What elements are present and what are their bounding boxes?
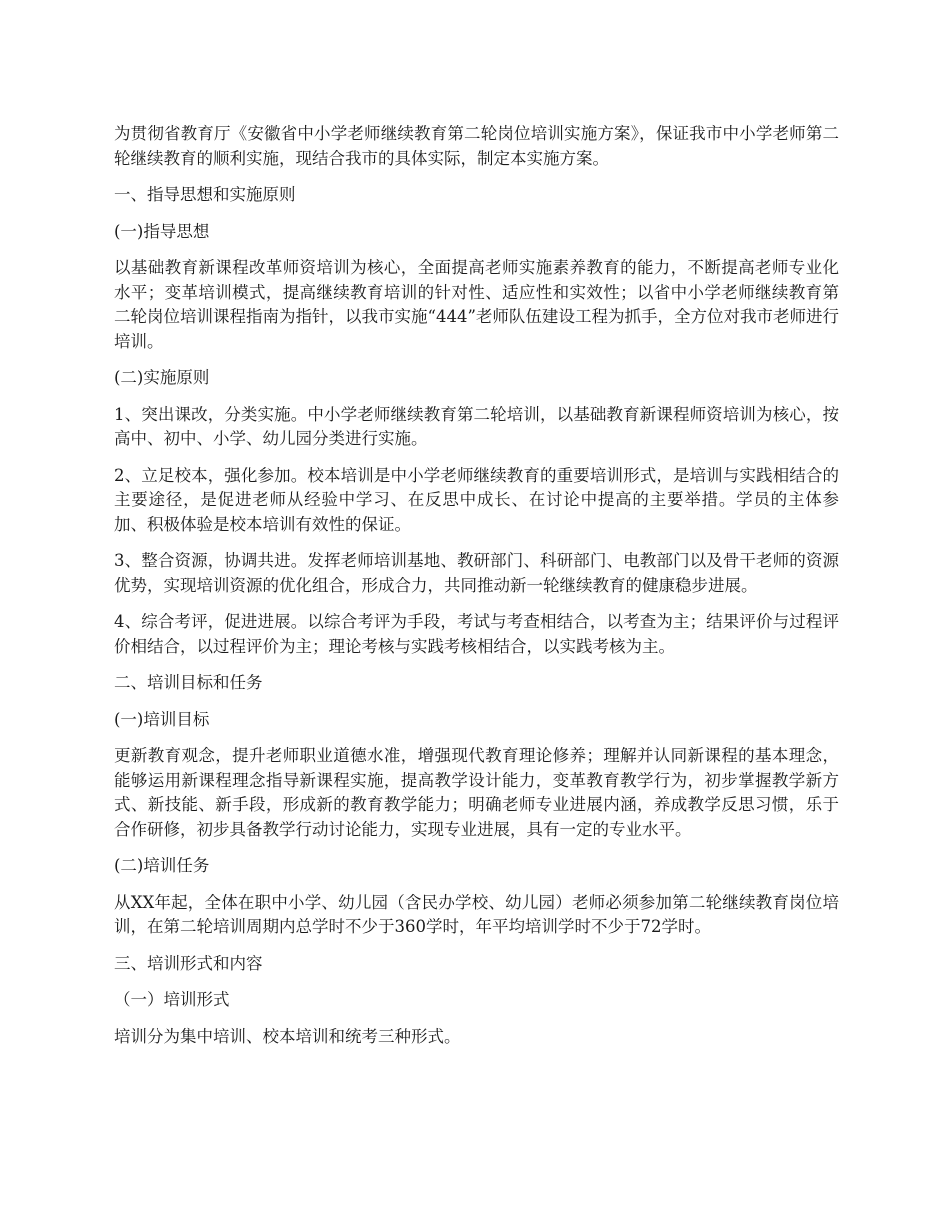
section-heading-2: 二、培训目标和任务: [114, 673, 263, 692]
paragraph-training-forms: 培训分为集中培训、校本培训和统考三种形式。: [114, 1026, 461, 1046]
paragraph-training-tasks: 从XX年起，全体在职中小学、幼儿园（含民办学校、幼儿园）老师必须参加第二轮继续教育岗位培训，在第二轮培训周期内总学时不少于360学时，年平均培训学时不少于72学时。: [114, 892, 839, 936]
subsection-heading-3-1: （一）培训形式: [114, 990, 230, 1009]
document-body: [114, 122, 839, 1061]
subsection-heading-1-2: (二)实施原则: [114, 368, 210, 387]
paragraph-training-goals: 更新教育观念，提升老师职业道德水准，增强现代教育理论修养；理解并认同新课程的基本理念，能够运用新课程理念指导新课程实施，提高教学设计能力，变革教育教学行为，初步掌握教学新方式、新技能、新手段，形成新的教育教学能力；明确老师专业进展内涵，养成教学反思习惯，乐于合作研修，初步具备教学行动讨论能力，实现专业进展，具有一定的专业水平。: [114, 746, 839, 839]
paragraph-guiding-ideology: 以基础教育新课程改革师资培训为核心，全面提高老师实施素养教育的能力，不断提高老师专业化水平；变革培训模式，提高继续教育培训的针对性、适应性和实效性；以省中小学老师继续教育第二轮岗位培训课程指南为指针，以我市实施“444”老师队伍建设工程为抓手，全方位对我市老师进行培训。: [114, 258, 839, 351]
subsection-heading-1-1: (一)指导思想: [114, 221, 210, 241]
subsection-heading-2-2: (二)培训任务: [114, 856, 210, 875]
paragraph-principle-3: 3、整合资源，协调共进。发挥老师培训基地、教研部门、科研部门、电教部门以及骨干老师的资源优势，实现培训资源的优化组合，形成合力，共同推动新一轮继续教育的健康稳步进展。: [114, 551, 839, 595]
section-heading-3: 三、培训形式和内容: [114, 953, 263, 973]
subsection-heading-2-1: (一)培训目标: [114, 709, 210, 729]
paragraph-principle-1: 1、突出课改，分类实施。中小学老师继续教育第二轮培训，以基础教育新课程师资培训为核心，按高中、初中、小学、幼儿园分类进行实施。: [114, 404, 839, 448]
intro-paragraph: 为贯彻省教育厅《安徽省中小学老师继续教育第二轮岗位培训实施方案》，保证我市中小学老师第二轮继续教育的顺利实施，现结合我市的具体实际，制定本实施方案。: [114, 124, 839, 168]
section-heading-1: 一、指导思想和实施原则: [114, 185, 296, 204]
paragraph-principle-4: 4、综合考评，促进进展。以综合考评为手段，考试与考查相结合，以考查为主；结果评价与过程评价相结合，以过程评价为主；理论考核与实践考核相结合，以实践考核为主。: [114, 612, 839, 656]
paragraph-principle-2: 2、立足校本，强化参加。校本培训是中小学老师继续教育的重要培训形式，是培训与实践相结合的主要途径，是促进老师从经验中学习、在反思中成长、在讨论中提高的主要举措。学员的主体参加、积极体验是校本培训有效性的保证。: [114, 465, 839, 534]
